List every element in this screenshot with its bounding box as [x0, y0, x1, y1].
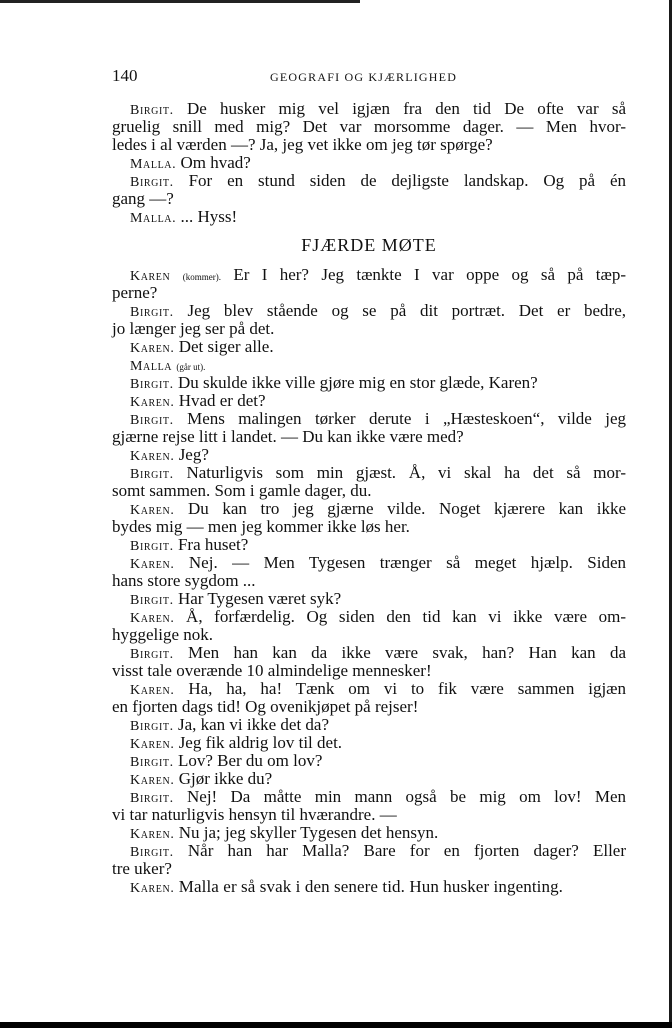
line-text: Du kan tro jeg gjærne vilde. Noget kjærere kan ikke [188, 499, 626, 518]
dialogue-line [112, 410, 626, 428]
line-text: ledes i al værden —? Ja, jeg vet ikke om jeg tør spørge? [112, 135, 493, 154]
dialogue-line [112, 100, 626, 118]
line-text: Jeg blev stående og se på dit portræt. Det er bedre, [187, 301, 627, 320]
dialogue-line [112, 572, 626, 590]
line-text: perne? [112, 283, 158, 302]
scan-edge-top [0, 0, 360, 3]
dialogue-line [112, 302, 626, 320]
dialogue-line [112, 806, 626, 824]
dialogue-line [112, 172, 626, 190]
speaker-name: Karen. [130, 881, 175, 896]
dialogue-line [112, 284, 626, 302]
dialogue-line [112, 626, 626, 644]
dialogue-line [112, 662, 626, 680]
dialogue-line [112, 860, 626, 878]
line-text: Det siger alle. [178, 337, 274, 356]
line-text: Lov? Ber du om lov? [177, 751, 323, 770]
line-text: Malla er så svak i den senere tid. Hun husker ingenting. [178, 877, 564, 896]
line-text: gjærne rejse litt i landet. — Du kan ikke være med? [112, 427, 464, 446]
speaker-name: Karen. [130, 773, 175, 788]
line-text: Mens malingen tørker derute i „Hæsteskoen“, vilde jeg [187, 409, 627, 428]
line-text: gang —? [112, 189, 174, 208]
line-text: hyggelige nok. [112, 625, 214, 644]
line-text: Hvad er det? [178, 391, 266, 410]
line-text: visst tale overænde 10 almindelige mennesker! [112, 661, 432, 680]
dialogue-line [112, 788, 626, 806]
dialogue-line [112, 482, 626, 500]
dialogue-line [112, 554, 626, 572]
speaker-name: Karen. [130, 341, 175, 356]
speaker-name: Birgit. [130, 719, 174, 734]
line-text: Er I her? Jeg tænkte I var oppe og så på tæp- [233, 265, 627, 284]
dialogue-line [112, 266, 626, 284]
dialogue-line [112, 338, 626, 356]
dialogue-line [112, 608, 626, 626]
speaker-name: Birgit. [130, 647, 174, 662]
running-title: GEOGRAFI OG KJÆRLIGHED [270, 70, 458, 84]
line-text: Om hvad? [180, 153, 251, 172]
dialogue-line [112, 590, 626, 608]
line-text: Gjør ikke du? [178, 769, 273, 788]
speaker-name: Malla. [130, 157, 177, 172]
dialogue-line [112, 428, 626, 446]
dialogue-line [112, 136, 626, 154]
line-text: Å, forfærdelig. Og siden den tid kan vi ikke være om- [186, 607, 626, 626]
dialogue-line [112, 734, 626, 752]
speaker-name: Birgit. [130, 413, 174, 428]
speaker-name: Karen. [130, 737, 175, 752]
dialogue-line [112, 518, 626, 536]
play-text [112, 100, 626, 896]
line-text: For en stund siden de dejligste landskap. Og på én [188, 171, 627, 190]
speaker-name: Malla. [130, 211, 177, 226]
line-text: Jeg fik aldrig lov til det. [178, 733, 343, 752]
dialogue-line [112, 118, 626, 136]
dialogue-line [112, 374, 626, 392]
stage-direction: (går ut). [176, 362, 206, 372]
line-text: Naturligvis som min gjæst. Å, vi skal ha det så mor- [186, 463, 626, 482]
line-text: Nej! Da måtte min mann også be mig om lov! Men [187, 787, 626, 806]
speaker-name: Karen. [130, 503, 175, 518]
speaker-name: Birgit. [130, 539, 174, 554]
speaker-name: Karen. [130, 449, 175, 464]
dialogue-line [112, 644, 626, 662]
speaker-name: Birgit. [130, 845, 174, 860]
line-text: Jeg? [178, 445, 209, 464]
line-text: ... Hyss! [180, 207, 238, 226]
dialogue-line [112, 356, 626, 374]
line-text: vi tar naturligvis hensyn til hværandre. — [112, 805, 397, 824]
dialogue-line [112, 770, 626, 788]
line-text: gruelig snill med mig? Det var morsomme dager. — Men hvor- [112, 117, 626, 136]
line-text: Når han har Malla? Bare for en fjorten dager? Eller [187, 841, 627, 860]
line-text: Fra huset? [177, 535, 249, 554]
line-text: en fjorten dags tid! Og ovenikjøpet på rejser! [112, 697, 419, 716]
dialogue-line [112, 446, 626, 464]
dialogue-line [112, 464, 626, 482]
section-heading: FJÆRDE MØTE [301, 235, 437, 255]
dialogue-line [112, 536, 626, 554]
dialogue-line [112, 154, 626, 172]
dialogue-line [112, 752, 626, 770]
page-number: 140 [112, 66, 138, 85]
scan-edge-bottom [0, 1022, 672, 1028]
speaker-name: Birgit. [130, 103, 174, 118]
line-text: Men han kan da ikke være svak, han? Han kan da [188, 643, 626, 662]
line-text: tre uker? [112, 859, 172, 878]
dialogue-line [112, 842, 626, 860]
line-text: Ja, kan vi ikke det da? [177, 715, 330, 734]
speaker-name: Karen. [130, 611, 175, 626]
dialogue-line [112, 698, 626, 716]
speaker-name: Birgit. [130, 467, 174, 482]
stage-direction: (kommer). [182, 272, 221, 282]
dialogue-line [112, 878, 626, 896]
dialogue-line [112, 716, 626, 734]
speaker-name: Birgit. [130, 593, 174, 608]
dialogue-line [112, 500, 626, 518]
dialogue-line [112, 392, 626, 410]
line-text: hans store sygdom ... [112, 571, 256, 590]
dialogue-line [112, 680, 626, 698]
dialogue-line [112, 320, 626, 338]
speaker-name: Birgit. [130, 305, 174, 320]
speaker-name: Karen. [130, 683, 175, 698]
line-text: De husker mig vel igjæn fra den tid De ofte var så [186, 99, 627, 118]
line-text: Ha, ha, ha! Tænk om vi to fik være sammen igjæn [188, 679, 627, 698]
speaker-name: Malla [130, 359, 173, 374]
speaker-name: Karen. [130, 395, 175, 410]
speaker-name: Birgit. [130, 791, 174, 806]
speaker-name: Karen. [130, 827, 175, 842]
page-header [112, 66, 626, 86]
speaker-name: Birgit. [130, 755, 174, 770]
speaker-name: Birgit. [130, 377, 174, 392]
line-text: bydes mig — men jeg kommer ikke løs her. [112, 517, 410, 536]
speaker-name: Karen [130, 269, 171, 284]
dialogue-line [112, 824, 626, 842]
line-text: Nej. — Men Tygesen trænger så meget hjælp. Siden [188, 553, 626, 572]
line-text: Har Tygesen været syk? [177, 589, 342, 608]
dialogue-line [112, 190, 626, 208]
line-text: Du skulde ikke ville gjøre mig en stor glæde, Karen? [177, 373, 538, 392]
line-text: jo længer jeg ser på det. [112, 319, 275, 338]
line-text: somt sammen. Som i gamle dager, du. [112, 481, 372, 500]
dialogue-line [112, 208, 626, 226]
line-text: Nu ja; jeg skyller Tygesen det hensyn. [178, 823, 439, 842]
speaker-name: Karen. [130, 557, 175, 572]
speaker-name: Birgit. [130, 175, 174, 190]
